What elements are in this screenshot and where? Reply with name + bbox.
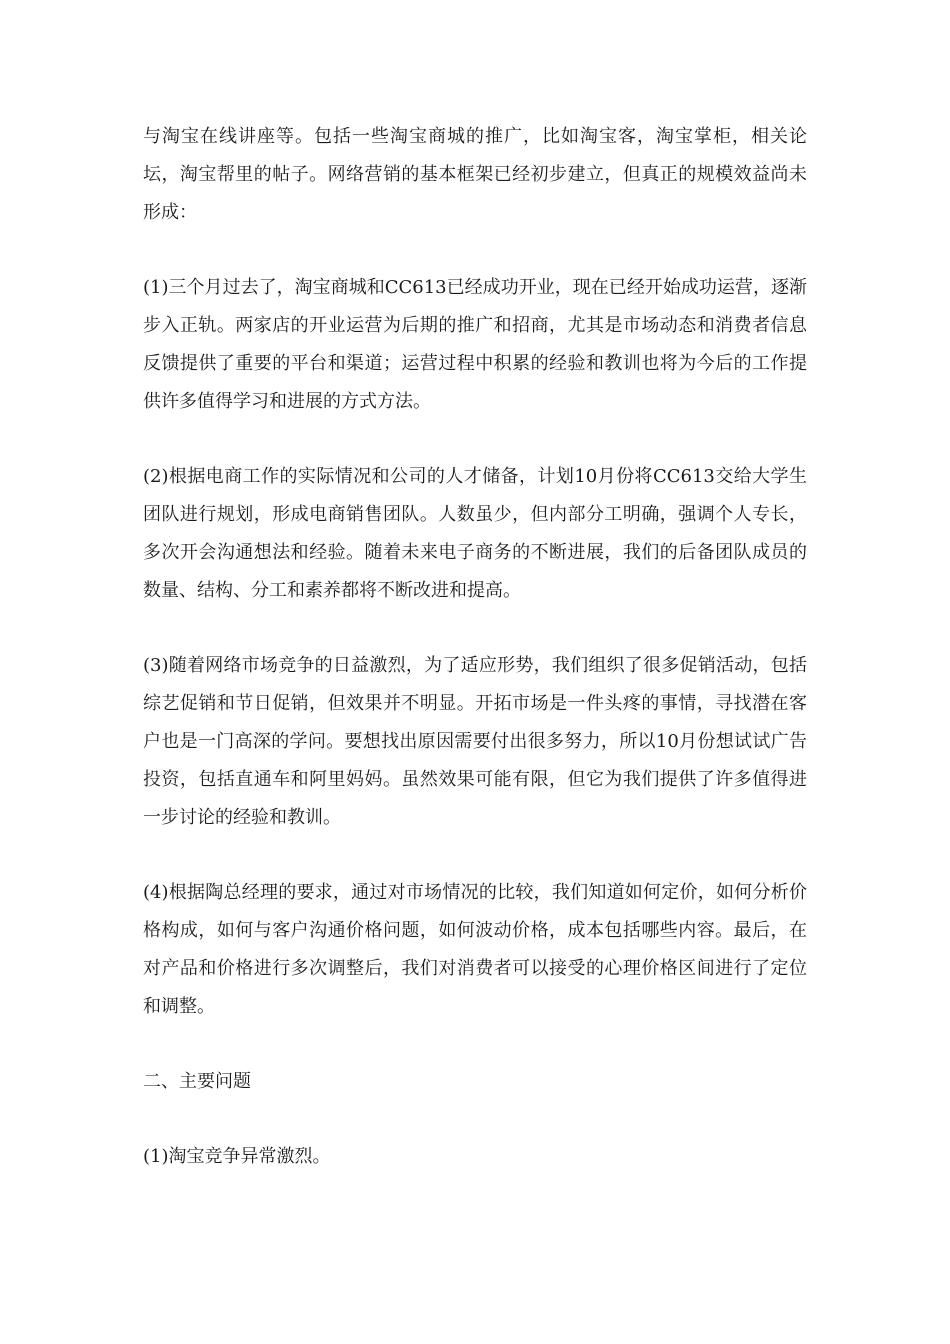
sub-item: (1)淘宝竞争异常激烈。	[143, 1146, 331, 1167]
paragraph-item-3: (3)随着网络市场竞争的日益激烈，为了适应形势，我们组织了很多促销活动，包括综艺促销和节日促销，但效果并不明显。开拓市场是一件头疼的事情，寻找潜在客户也是一门高深的学问。要想找出原因需要付出很多努力，所以10月份想试试广告投资，包括直通车和阿里妈妈。虽然效果可能有限，但它为我们提供了许多值得进一步讨论的经验和教训。	[143, 655, 807, 828]
paragraph-item-2: (2)根据电商工作的实际情况和公司的人才储备，计划10月份将CC613交给大学生团队进行规划，形成电商销售团队。人数虽少，但内部分工明确，强调个人专长，多次开会沟通想法和经验。随着未来电子商务的不断进展，我们的后备团队成员的数量、结构、分工和素养都将不断改进和提高。	[143, 466, 807, 601]
section-heading: 二、主要问题	[143, 1071, 251, 1092]
paragraph-item-1: (1)三个月过去了，淘宝商城和CC613已经成功开业，现在已经开始成功运营，逐渐步入正轨。两家店的开业运营为后期的推广和招商，尤其是市场动态和消费者信息反馈提供了重要的平台和渠道；运营过程中积累的经验和教训也将为今后的工作提供许多值得学习和进展的方式方法。	[143, 277, 807, 412]
paragraph-item-4: (4)根据陶总经理的要求，通过对市场情况的比较，我们知道如何定价，如何分析价格构成，如何与客户沟通价格问题，如何波动价格，成本包括哪些内容。最后，在对产品和价格进行多次调整后，我们对消费者可以接受的心理价格区间进行了定位和调整。	[143, 882, 807, 1017]
document-page	[143, 118, 807, 1213]
paragraph-intro: 与淘宝在线讲座等。包括一些淘宝商城的推广，比如淘宝客，淘宝掌柜，相关论坛，淘宝帮里的帖子。网络营销的基本框架已经初步建立，但真正的规模效益尚未形成：	[143, 126, 807, 223]
